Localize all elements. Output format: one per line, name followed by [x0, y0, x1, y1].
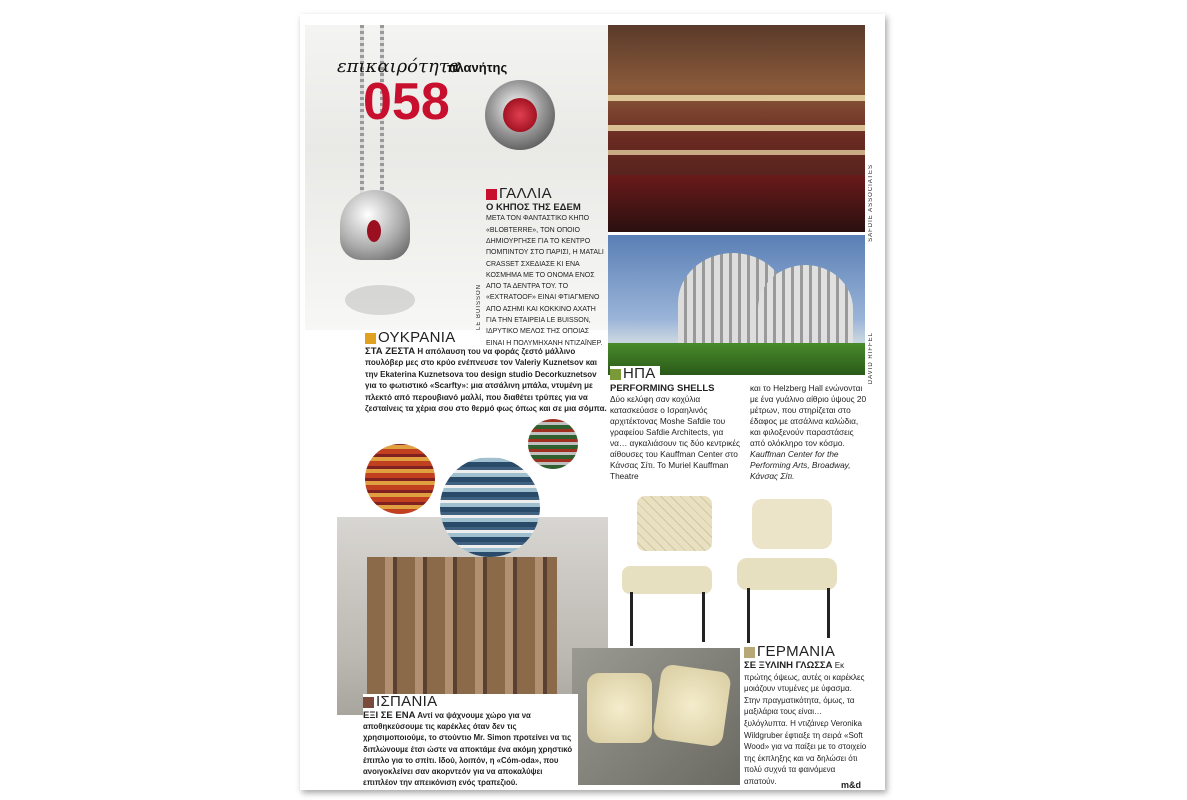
article-spain — [363, 694, 578, 788]
article-title: ΣΤΑ ΖΕΣΤΑ — [365, 346, 416, 357]
country-label: ΙΣΠΑΝΙΑ — [376, 693, 438, 710]
magazine-page — [300, 14, 885, 790]
article-body: Εκ πρώτης όψεως, αυτές οι καρέκλες μοιάζουν ντυμένες με ύφασμα. Στην πραγματικότητα, όμως, τα μαξιλάρια τους είναι… ξυλόγλυπτα. Η ντιζάινερ Veronika Wildgruber έφτιαξε τη σειρά «Soft Wood» για να παίξει με το στοιχείο της έκπληξης και να δηλώσει ότι πολύ συχνά τα φαινόμενα απατούν. — [744, 661, 867, 786]
country-label: ΓΑΛΛΙΑ — [499, 185, 552, 202]
country-label: ΓΕΡΜΑΝΙΑ — [757, 643, 836, 660]
section-script-word: επικαιρότητα — [337, 56, 461, 77]
article-title: PERFORMING SHELLS — [610, 382, 715, 394]
article-body: ΜΕΤΑ ΤΟΝ ΦΑΝΤΑΣΤΙΚΟ ΚΗΠΟ «BLOBTERRE», ΤΟΝ ΟΠΟΙΟ ΔΗΜΙΟΥΡΓΗΣΕ ΓΙΑ ΤΟ ΚΕΝΤΡΟ ΠΟΜΠΙΝΤΟΥ ΣΤΟ ΠΑΡΙΣΙ, Η ΜΑΤΑLI CRASSET ΣΧΕΔΙΑΣΕ ΚΙ ΕΝΑ ΚΟΣΜΗΜΑ ΜΕ ΤΟ ΟΝΟΜΑ ΕΝΟΣ ΑΠΟ ΤΑ ΔΕΝΤΡΑ ΤΟΥ. ΤΟ «EXTRATOOF» ΕΙΝΑΙ ΦΤΙΑΓΜΕΝΟ ΑΠΟ ΑΣΗΜΙ ΚΑΙ ΚΟΚΚΙΝΟ ΑΧΑΤΗ ΓΙΑ ΤΗΝ ΕΤΑΙΡΕΙΑ LE BUISSON, ΙΔΡΥΤΙΚΟ ΜΕΛΟΣ ΤΗΣ ΟΠΟΙΑΣ ΕΙΝΑΙ Η ΠΟΛΥΜΗΧΑΝΗ ΝΤΙΖΑΪΝΕΡ. — [486, 215, 604, 347]
article-ukraine — [365, 330, 610, 414]
magazine-logo: m&d — [841, 780, 861, 790]
article-france — [486, 186, 604, 349]
photo-credit: DAVID RIFFEL — [868, 332, 874, 385]
photo-credit: SAFDIE ASSOCIATES — [868, 164, 874, 242]
article-usa — [610, 366, 868, 482]
soft-wood-chairs-photo — [612, 494, 865, 646]
article-title: Ο ΚΗΠΟΣ ΤΗΣ ΕΔΕΜ — [486, 202, 581, 213]
color-square-icon — [744, 647, 755, 658]
photo-credit: LE BUISSON — [476, 284, 482, 331]
article-body: Η απόλαυση του να φοράς ζεστό μάλλινο πουλόβερ μες στο κρύο ενέπνευσε τον Valeriy Kuznetsov και την Ekaterina Kuznetsova του design studio Decorkuznetsov για το φωτιστικό «Scarfty»: μια ατσάλινη μπάλα, ντυμένη με πλεκτό από περουβιανό μαλλί, που διαθέτει τρύπες για να ζεσταίνεις τα χέρια σου στο θερμό φως όπως και σε μια σόμπα. — [365, 347, 607, 414]
lamp-photo — [365, 444, 435, 514]
color-square-icon — [610, 369, 621, 380]
page-number: 058 — [363, 73, 450, 131]
section-name: πλανήτης — [447, 60, 508, 75]
color-square-icon — [363, 697, 374, 708]
country-label: ΗΠΑ — [623, 365, 656, 382]
article-body: Αντί να ψάχνουμε χώρο για να αποθηκεύσουμε τις καρέκλες όταν δεν τις χρησιμοποιούμε, το στούντιο Mr. Simon προτείνει να τις διπλώνουμε έτσι ώστε να αποκτάμε ένα ακόμη χρηστικό έπιπλο για το σπίτι. Ιδού, λοιπόν, η «Cóm-oda», που ανοιγοκλείνει σαν ακορντεόν για να αποκαλύψει επιπλέον την απεικόνιση ενός τραπεζιού. — [363, 711, 573, 788]
color-square-icon — [486, 189, 497, 200]
article-body-column-2: και το Helzberg Hall ενώνονται με ένα γυάλινο αίθριο ύψους 20 μέτρων, που στηρίζεται στο έδαφος με ατσάλινα καλώδια, και φιλοξενούν παραστάσεις από ολόκληρο τον κόσμο. — [750, 382, 867, 448]
theater-photo — [608, 25, 865, 232]
lamp-photo — [528, 419, 578, 469]
lamp-photo — [440, 457, 540, 557]
cushion-closeup-photo — [572, 648, 740, 785]
article-germany — [744, 644, 868, 788]
article-body-column-1: Δύο κελύφη σαν κοχύλια κατασκεύασε ο Ισραηλινός αρχιτέκτονας Moshe Safdie του γραφείου Safdie Architects, για να… αγκαλιάσουν τις δύο κεντρικές αίθουσες του Kauffman Center στο Κάνσας Σίτι. Το Muriel Kauffman Theatre — [610, 393, 741, 481]
article-title: ΣΕ ΞΥΛΙΝΗ ΓΛΩΣΣΑ — [744, 660, 833, 671]
country-label: ΟΥΚΡΑΝΙΑ — [378, 329, 456, 346]
kauffman-center-photo — [608, 235, 865, 375]
article-title: ΕΞΙ ΣΕ ΕΝΑ — [363, 710, 416, 721]
venue-address: Kauffman Center for the Performing Arts, Broadway, Κάνσας Σίτι. — [750, 448, 851, 481]
color-square-icon — [365, 333, 376, 344]
